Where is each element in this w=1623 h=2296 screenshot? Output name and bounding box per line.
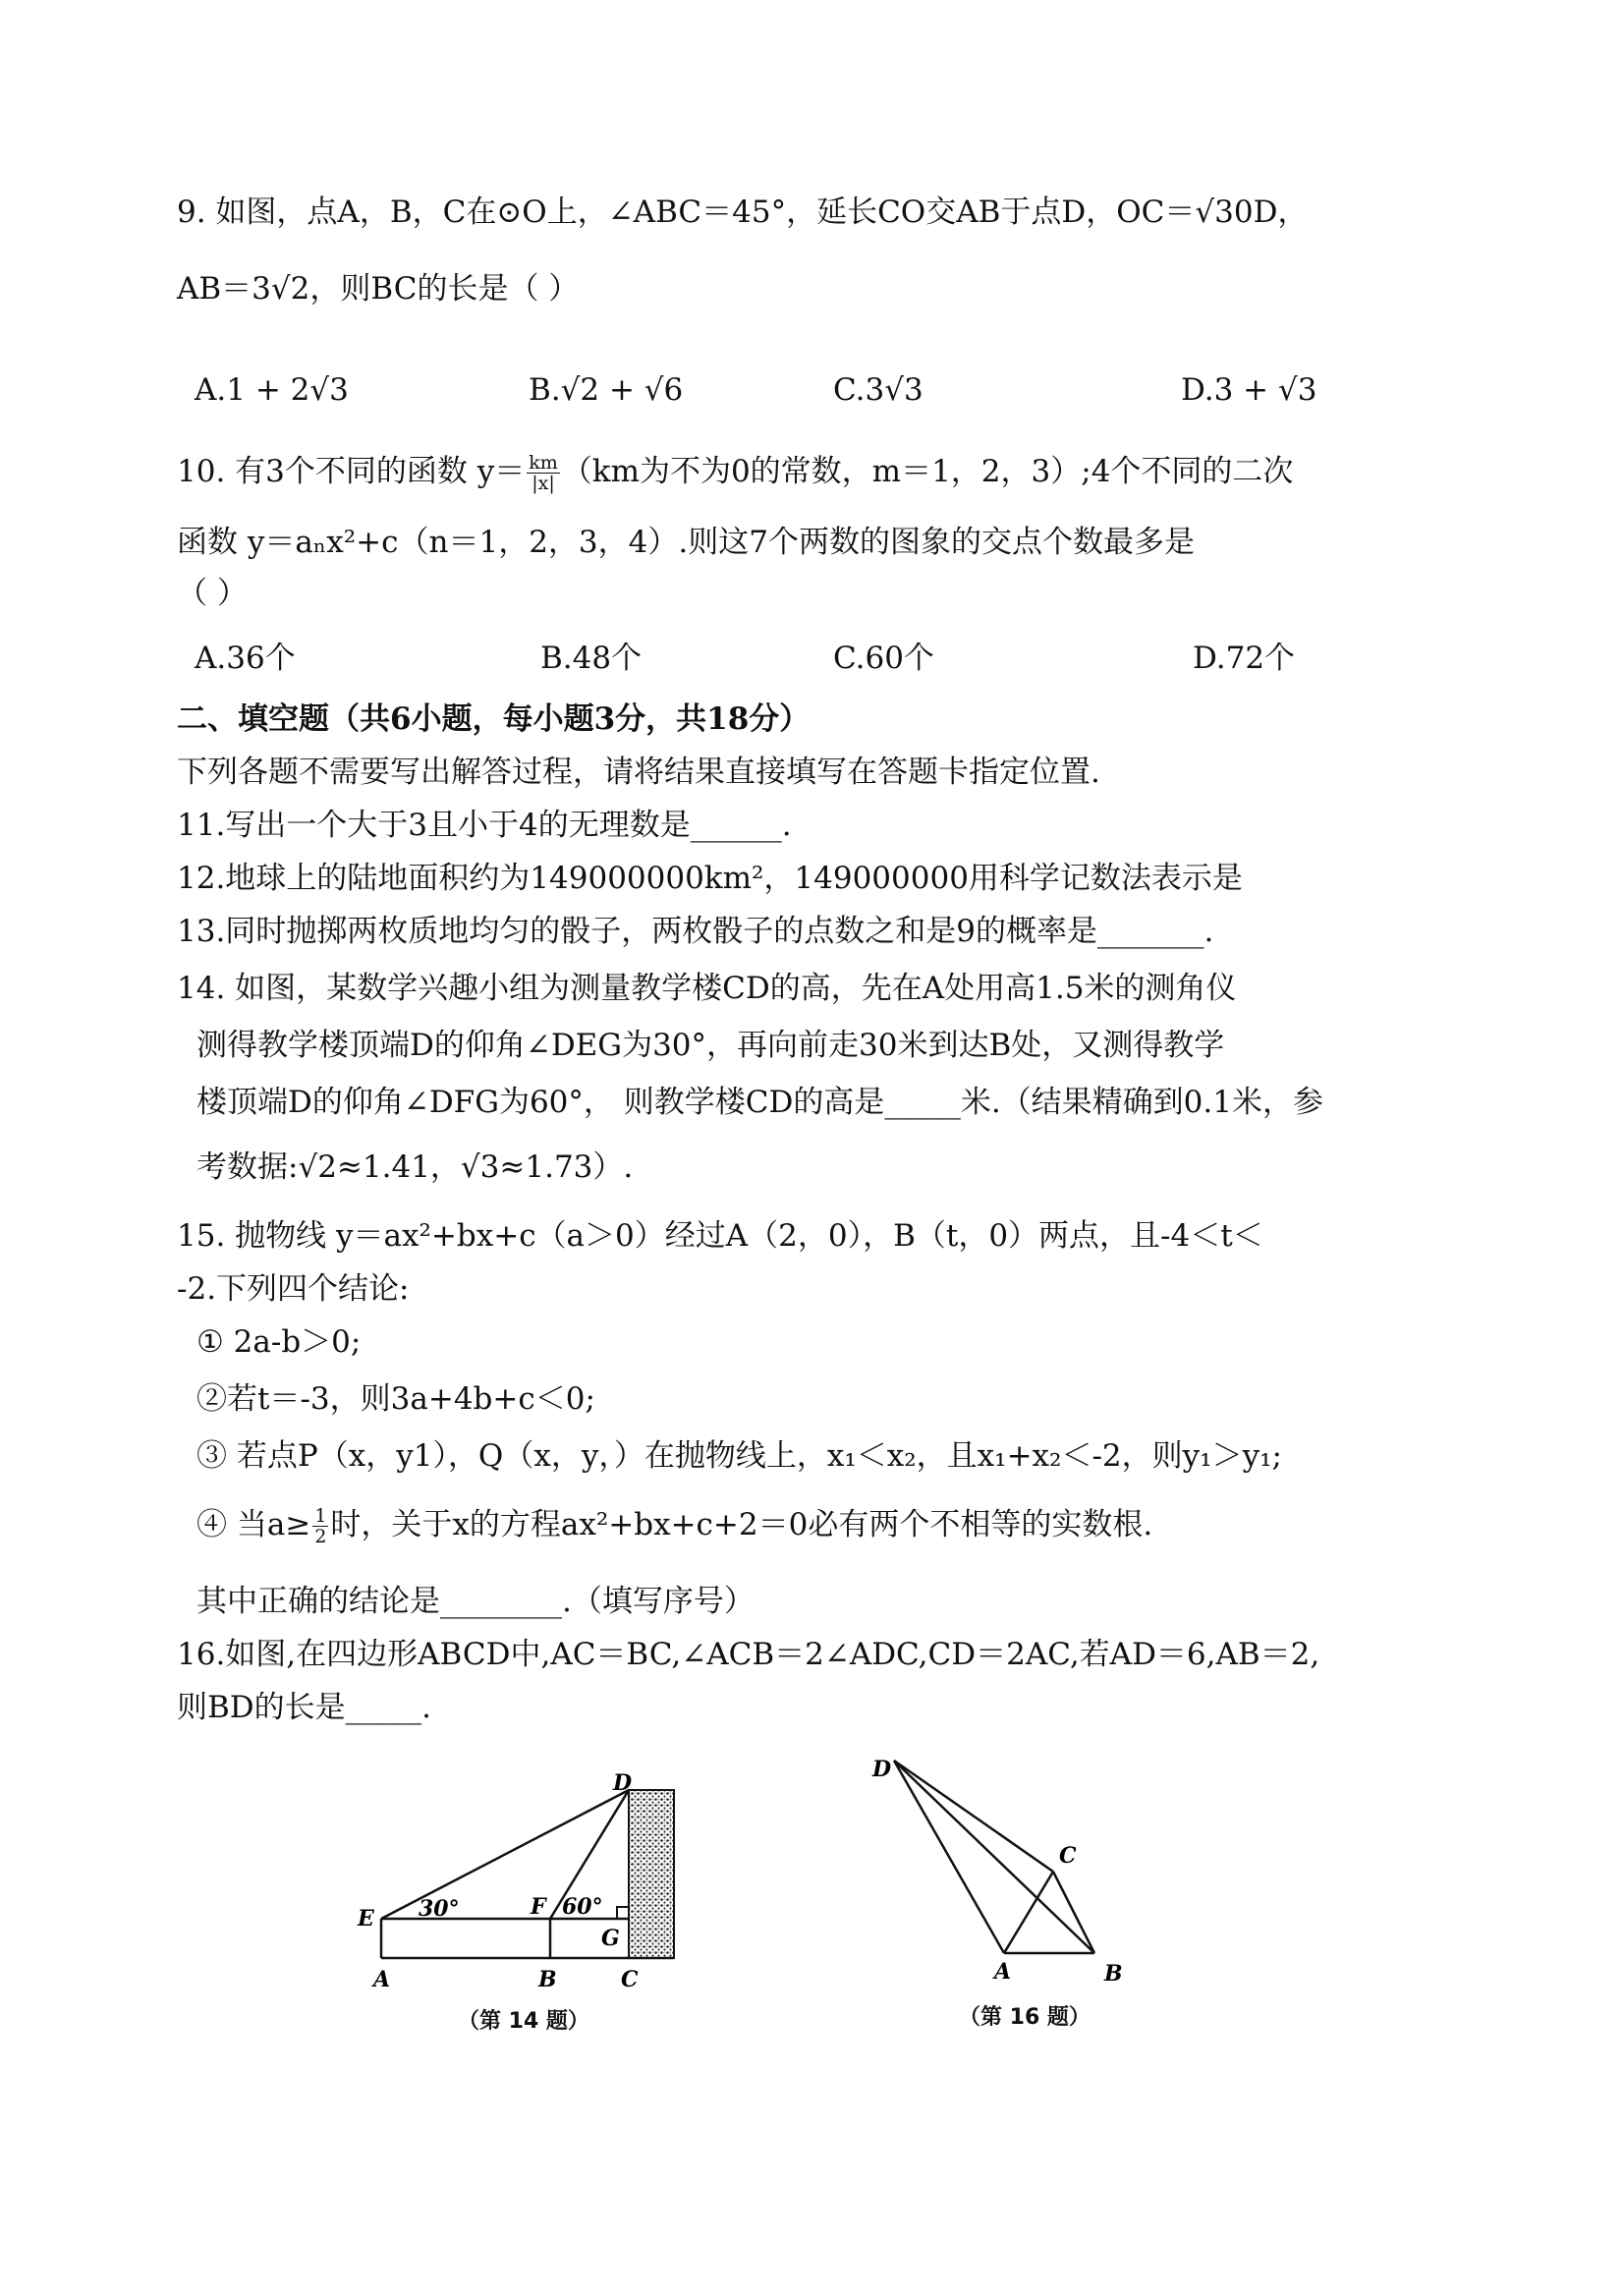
- right-angle-g: [617, 1907, 629, 1919]
- q10-option-b: B.48个: [540, 641, 643, 676]
- fig14-label-c: C: [621, 1967, 639, 1992]
- q10-fraction: [527, 453, 560, 493]
- q10-option-d: D.72个: [1193, 641, 1296, 676]
- fig16-label-d: D: [872, 1757, 892, 1782]
- q9-option-b: B.√2 + √6: [529, 372, 684, 408]
- figure-14: [354, 1759, 707, 2014]
- q15-c4-pre: ④ 当a≥: [196, 1507, 311, 1542]
- q14-line3: 楼顶端D的仰角∠DFG为60°， 则教学楼CD的高是_____米.（结果精确到0.1米，参: [196, 1085, 1323, 1120]
- q15-c4-post: 时，关于x的方程ax²+bx+c+2＝0必有两个不相等的实数根.: [330, 1507, 1153, 1542]
- fig16-label-a: A: [994, 1959, 1012, 1985]
- q16-line2: 则BD的长是_____.: [177, 1690, 431, 1725]
- q15-conclusion-1: ① 2a-b＞0;: [196, 1324, 362, 1360]
- q10-frac-den: |x|: [532, 473, 555, 494]
- fig14-label-b: B: [538, 1967, 557, 1992]
- fig14-label-e: E: [358, 1906, 374, 1932]
- q15-c4-num: 1: [314, 1505, 327, 1527]
- fig14-angle-30: 30°: [419, 1896, 460, 1922]
- segment-bc: [1053, 1872, 1094, 1953]
- q9-option-a: A.1 + 2√3: [195, 372, 349, 408]
- fig14-label-d: D: [613, 1770, 633, 1796]
- q9-line1: 9. 如图，点A，B，C在⊙O上，∠ABC＝45°，延长CO交AB于点D，OC＝√30D，: [177, 195, 1309, 230]
- q10-line2: 函数 y＝aₙx²+c（n＝1，2，3，4）.则这7个两数的图象的交点个数最多是: [177, 525, 1195, 560]
- q14-line1: 14. 如图，某数学兴趣小组为测量教学楼CD的高，先在A处用高1.5米的测角仪: [177, 971, 1237, 1006]
- q13: 13.同时抛掷两枚质地均匀的骰子，两枚骰子的点数之和是9的概率是_______.: [177, 914, 1214, 949]
- section2-title: 二、填空题（共6小题，每小题3分，共18分）: [177, 701, 811, 737]
- fig16-caption: （第 16 题）: [959, 2005, 1091, 2030]
- q9-option-c: C.3√3: [833, 372, 923, 408]
- q12: 12.地球上的陆地面积约为149000000km²，149000000用科学记数法表示是: [177, 861, 1243, 896]
- q9-option-d: D.3 + √3: [1181, 372, 1317, 408]
- q14-line4: 考数据:√2≈1.41，√3≈1.73）.: [196, 1149, 634, 1185]
- q10-line3: （ ）: [177, 576, 248, 611]
- building-cd: [629, 1790, 674, 1958]
- q10-option-c: C.60个: [833, 641, 934, 676]
- segment-dc: [894, 1761, 1053, 1872]
- q15-c4-fraction: [312, 1506, 328, 1546]
- q15-conclusion-2: ②若t＝-3，则3a+4b+c＜0;: [196, 1381, 595, 1417]
- q14-line2: 测得教学楼顶端D的仰角∠DEG为30°，再向前走30米到达B处，又测得教学: [196, 1028, 1225, 1063]
- q15-conclusion-4: [196, 1503, 1152, 1546]
- fig14-label-f: F: [531, 1894, 546, 1920]
- fig14-angle-60: 60°: [562, 1894, 603, 1920]
- q9-line2: AB＝3√2，则BC的长是（ ）: [177, 271, 580, 307]
- q10-option-a: A.36个: [195, 641, 296, 676]
- q15-conclusion-prompt: 其中正确的结论是________.（填写序号）: [196, 1584, 755, 1619]
- q15-conclusion-3: ③ 若点P（x，y1），Q（x，y，）在抛物线上，x₁＜x₂，且x₁+x₂＜-2，则y₁＞y₁;: [196, 1438, 1282, 1474]
- fig16-label-c: C: [1059, 1843, 1077, 1869]
- figure-16: [865, 1749, 1123, 1987]
- segment-ac: [1004, 1872, 1053, 1953]
- fig14-label-g: G: [601, 1926, 620, 1951]
- fig14-caption: （第 14 题）: [458, 2009, 589, 2034]
- q10-line1-post: （km为不为0的常数，m＝1，2，3）;4个不同的二次: [561, 454, 1294, 489]
- q11: 11.写出一个大于3且小于4的无理数是______.: [177, 808, 792, 843]
- q15-line2: -2.下列四个结论:: [177, 1271, 410, 1307]
- fig14-label-a: A: [373, 1967, 391, 1992]
- segment-da: [894, 1761, 1004, 1953]
- q10-frac-num: km: [529, 452, 558, 474]
- q15-c4-den: 2: [314, 1526, 327, 1547]
- fig16-label-b: B: [1104, 1961, 1123, 1987]
- q16-line1: 16.如图,在四边形ABCD中,AC＝BC,∠ACB＝2∠ADC,CD＝2AC,若AD＝6,AB＝2,: [177, 1637, 1320, 1672]
- q15-line1: 15. 抛物线 y＝ax²+bx+c（a＞0）经过A（2，0），B（t，0）两点，且-4＜t＜: [177, 1218, 1263, 1254]
- section2-instruction: 下列各题不需要写出解答过程，请将结果直接填写在答题卡指定位置.: [177, 755, 1100, 790]
- q10-line1: [177, 450, 1293, 493]
- q10-line1-pre: 10. 有3个不同的函数 y＝: [177, 454, 526, 489]
